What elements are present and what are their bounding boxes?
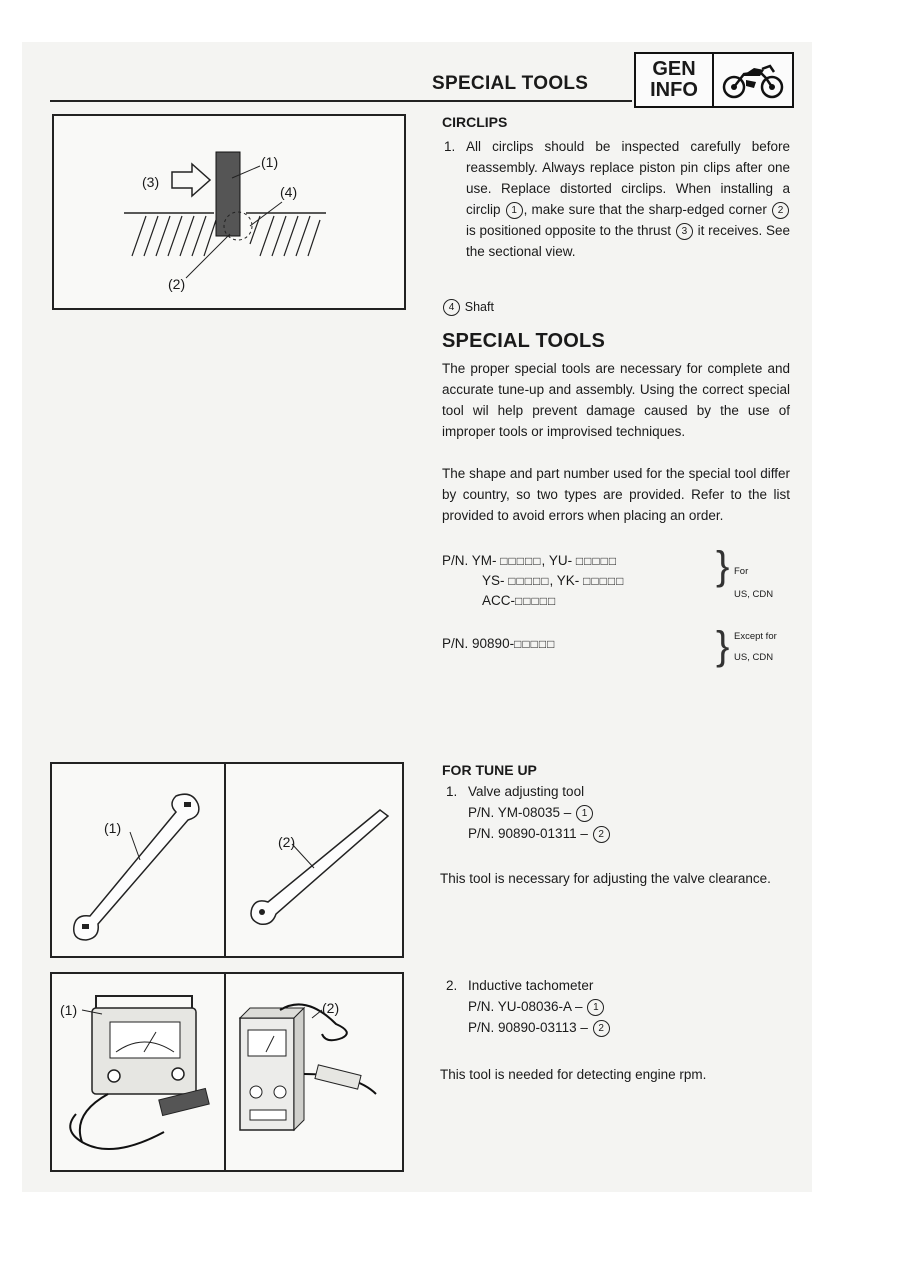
list-number: 1.	[444, 139, 456, 154]
note-except-for: Except for	[734, 631, 777, 642]
item1-pn-1: P/N. YM-08035 – 1	[468, 802, 594, 823]
special-tools-para-2: The shape and part number used for the special tool differ by country, so two types are provided. Refer to the list provided to avoid errors when placing an order.	[442, 466, 790, 523]
item2-description: This tool is needed for detecting engine rpm.	[440, 1067, 707, 1082]
item2-pn-2: P/N. 90890-03113 – 2	[468, 1017, 611, 1038]
badge-line1: GEN	[652, 58, 696, 80]
pn-row-4: P/N. 90890-□□□□□	[442, 636, 556, 651]
circlips-item-1	[444, 136, 790, 262]
brace-2: }	[716, 624, 730, 668]
pn-row-1: P/N. YM- □□□□□, YU- □□□□□	[442, 553, 618, 568]
ref-circle-2: 2	[772, 202, 789, 219]
tune-up-item-2: 2. Inductive tachometer	[446, 975, 593, 996]
figure-ref-1: (1)	[261, 154, 279, 170]
item1-pn-2: P/N. 90890-01311 – 2	[468, 823, 611, 844]
pn-row-2: YS- □□□□□, YK- □□□□□	[482, 573, 625, 588]
ref-circle-1: 1	[587, 999, 604, 1016]
ref-circle-2: 2	[593, 1020, 610, 1037]
figure-ref-2: (2)	[278, 834, 296, 850]
ref-circle-2: 2	[593, 826, 610, 843]
ref-circle-4: 4	[443, 299, 460, 316]
figure-ref-4: (4)	[280, 184, 298, 200]
note-us-cdn: US, CDN	[734, 589, 774, 600]
valve-tool-figure	[50, 762, 404, 958]
shaft-note: 4 Shaft	[442, 296, 494, 318]
circlips-heading: CIRCLIPS	[442, 114, 508, 130]
badge-line2: INFO	[650, 79, 698, 101]
motorcycle-icon	[714, 54, 792, 106]
special-tools-heading: SPECIAL TOOLS	[442, 330, 606, 352]
pn-row-3: ACC-□□□□□	[482, 593, 557, 608]
circlip-diagram	[54, 116, 404, 308]
figure-ref-1: (1)	[104, 820, 122, 836]
ref-circle-1: 1	[576, 805, 593, 822]
note-for: For	[734, 566, 749, 577]
item1-title: Valve adjusting tool	[468, 784, 585, 799]
tachometer-figure-1	[52, 974, 226, 1170]
circlip-figure	[52, 114, 406, 310]
tune-up-heading: FOR TUNE UP	[442, 762, 537, 778]
item1-description: This tool is necessary for adjusting the valve clearance.	[440, 871, 771, 886]
brace-1: }	[716, 544, 730, 588]
gen-info-badge	[634, 52, 794, 108]
tachometer-figure-2	[226, 974, 402, 1170]
page-title: SPECIAL TOOLS	[432, 73, 589, 94]
ref-circle-3: 3	[676, 223, 693, 240]
item2-pn-1: P/N. YU-08036-A – 1	[468, 996, 605, 1017]
figure-ref-2: (2)	[168, 276, 186, 292]
tune-up-item-1: 1. Valve adjusting tool	[446, 781, 584, 802]
circlips-instructions: All circlips should be inspected carefully before reassembly. Always replace piston pin clips after one use. Replace distorted circlips. When installing a circlip 1 , make sure that the sharp-edged corner 2 is positioned opposite to the thrust 3 it receives. See the sectional view.	[466, 139, 790, 259]
header-rule	[50, 100, 632, 102]
tachometer-figure	[50, 972, 404, 1172]
figure-ref-1: (1)	[60, 1002, 78, 1018]
special-tools-para-1: The proper special tools are necessary for complete and accurate tune-up and assembly. Using the correct special tool wil help prevent damage caused by the use of improper tools or improvised techniques.	[442, 361, 790, 439]
item2-title: Inductive tachometer	[468, 978, 594, 993]
note-us-cdn-2: US, CDN	[734, 652, 774, 663]
valve-tool-figure-1	[52, 764, 226, 956]
badge-text	[636, 54, 714, 106]
figure-ref-3: (3)	[142, 174, 160, 190]
figure-ref-2: (2)	[322, 1000, 340, 1016]
valve-tool-figure-2	[226, 764, 402, 956]
ref-circle-1: 1	[506, 202, 523, 219]
